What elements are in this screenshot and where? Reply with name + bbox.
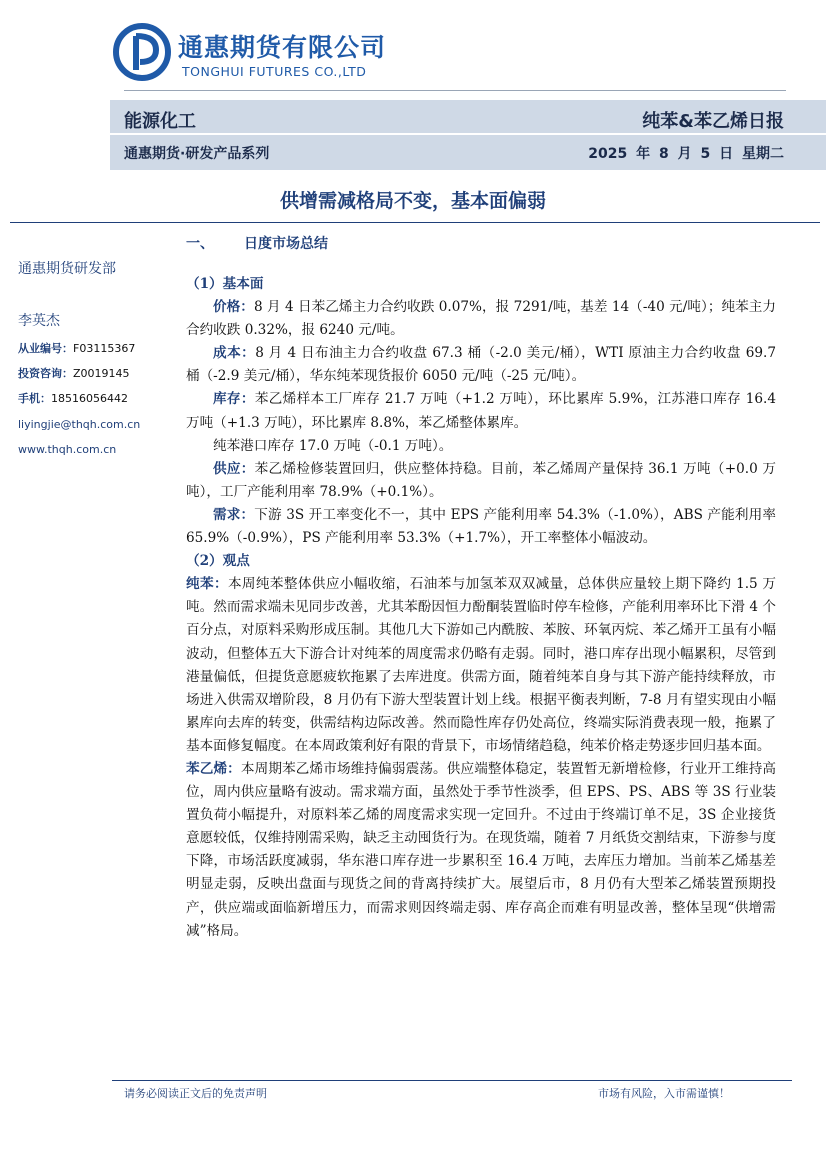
subsection-views: （2）观点 <box>186 553 250 570</box>
supply-paragraph <box>186 458 776 504</box>
company-logo <box>112 22 412 88</box>
cost-text: 8 月 4 日布油主力合约收盘 67.3 桶（-2.0 美元/桶），WTI 原油主力合约收盘 69.7 桶（-2.9 美元/桶），华东纯苯现货报价 6050 元/吨（-25 元/吨）。 <box>186 345 777 385</box>
report-series: 通惠期货·研发产品系列 <box>124 146 270 162</box>
section-heading <box>186 233 328 253</box>
license-row <box>18 340 168 356</box>
advisory-label: 投资咨询： <box>18 367 73 380</box>
sidebar <box>18 258 168 456</box>
phone-label: 手机： <box>18 392 51 405</box>
benzene-inventory-paragraph: 纯苯港口库存 17.0 万吨（-0.1 万吨）。 <box>213 437 453 454</box>
styrene-text: 本周期苯乙烯市场维持偏弱震荡。供应端整体稳定，装置暂无新增检修，行业开工维持高位，周内供应量略有波动。需求端方面，虽然处于季节性淡季，但 EPS、PS、ABS 等 3S 行业装置负荷小幅提升，对原料苯乙烯的周度需求实现一定回升。不过由于终端订单不足，3S 企业接货意愿较低，仅维持刚需采购，缺乏主动囤货行为。在现货端，随着 7 月纸货交割结束，下游参与度下降，市场活跃度减弱，华东港口库存进一步累积至 16.4 万吨，去库压力增加。当前苯乙烯基差明显走弱，反映出盘面与现货之间的背离持续扩大。展望后市，8 月仍有大型苯乙烯装置预期投产，供应端或面临新增压力，而需求则因终端走弱、库存高企而难有明显改善，整体呈现“供增需减”格局。 <box>186 760 777 939</box>
license-number: F03115367 <box>73 342 136 355</box>
styrene-key: 苯乙烯： <box>186 760 241 777</box>
header-divider <box>124 90 786 91</box>
header-band-divider <box>110 133 826 135</box>
phone-number: 18516056442 <box>51 392 128 405</box>
price-paragraph <box>186 296 776 342</box>
company-name-en: TONGHUI FUTURES CO.,LTD <box>182 64 367 79</box>
report-date: 2025 年 8 月 5 日 星期二 <box>588 146 784 162</box>
license-label: 从业编号： <box>18 342 73 355</box>
supply-key: 供应： <box>213 460 255 477</box>
company-name-cn: 通惠期货有限公司 <box>178 33 387 62</box>
price-key: 价格： <box>213 299 254 316</box>
price-text: 8 月 4 日苯乙烯主力合约收跌 0.07%，报 7291/吨，基差 14（-40 元/吨）；纯苯主力合约收跌 0.32%，报 6240 元/吨。 <box>186 299 777 339</box>
section-title: 日度市场总结 <box>244 236 328 252</box>
disclaimer-note: 请务必阅读正文后的免责声明 <box>124 1087 267 1100</box>
report-body <box>186 273 776 943</box>
sector-title: 能源化工 <box>124 111 196 132</box>
phone-row <box>18 390 168 406</box>
cost-paragraph <box>186 342 776 388</box>
advisory-row <box>18 365 168 381</box>
report-name: 纯苯&苯乙烯日报 <box>642 111 784 132</box>
benzene-key: 纯苯： <box>186 576 228 593</box>
cost-key: 成本： <box>213 345 256 362</box>
demand-text: 下游 3S 开工率变化不一，其中 EPS 产能利用率 54.3%（-1.0%），ABS 产能利用率 65.9%（-0.9%），PS 产能利用率 53.3%（+1.7%），开工率整体小幅波动。 <box>186 506 776 547</box>
subsection-fundamentals: （1）基本面 <box>186 276 264 292</box>
inventory-text: 苯乙烯样本工厂库存 21.7 万吨（+1.2 万吨），环比累库 5.9%，江苏港口库存 16.4 万吨（+1.3 万吨），环比累库 8.8%，苯乙烯整体累库。 <box>186 391 776 431</box>
footer-divider <box>112 1080 792 1081</box>
section-number: 一、 <box>186 236 214 252</box>
inventory-key: 库存： <box>213 391 255 408</box>
email-link[interactable]: liyingjie@thqh.com.cn <box>18 418 141 431</box>
benzene-text: 本周纯苯整体供应小幅收缩，石油苯与加氢苯双双减量，总体供应量较上期下降约 1.5 万吨。然而需求端未见同步改善，尤其苯酚因恒力酚酮装置临时停车检修，产能利用率环比下滑 4 个百分点，对原料采购形成压制。其他几大下游如己内酰胺、苯胺、环氧丙烷、苯乙烯开工虽有小幅波动，但整体五大下游合计对纯苯的周度需求仍略有走弱。同时，港口库存出现小幅累积，尽管到港量偏低，但提货意愿疲软拖累了去库进度。供需方面，随着纯苯自身与其下游产能持续释放，市场进入供需双增阶段，8 月仍有下游大型装置计划上线。根据平衡表判断，7-8 月有望实现由小幅累库向去库的转变，供需结构边际改善。然而隐性库存仍处高位，终端实际消费表现一般，拖累了基本面修复幅度。在本周政策利好有限的背景下，市场情绪趋稳，纯苯价格走势逐步回归基本面。 <box>186 576 776 754</box>
department: 通惠期货研发部 <box>18 261 116 277</box>
analyst-name: 李英杰 <box>18 313 60 329</box>
headline: 供增需减格局不变，基本面偏弱 <box>279 190 546 212</box>
demand-key: 需求： <box>213 506 255 523</box>
benzene-view-paragraph <box>186 573 776 758</box>
website-link[interactable]: www.thqh.com.cn <box>18 443 117 456</box>
inventory-paragraph <box>186 388 776 434</box>
styrene-view-paragraph <box>186 758 776 943</box>
advisory-number: Z0019145 <box>73 367 130 380</box>
headline-divider <box>10 222 820 223</box>
supply-text: 苯乙烯检修装置回归，供应整体持稳。目前，苯乙烯周产量保持 36.1 万吨（+0.0 万吨），工厂产能利用率 78.9%（+0.1%）。 <box>186 460 776 500</box>
demand-paragraph <box>186 504 776 550</box>
logo-mark-icon <box>112 22 172 82</box>
risk-warning: 市场有风险，入市需谨慎！ <box>598 1087 730 1100</box>
